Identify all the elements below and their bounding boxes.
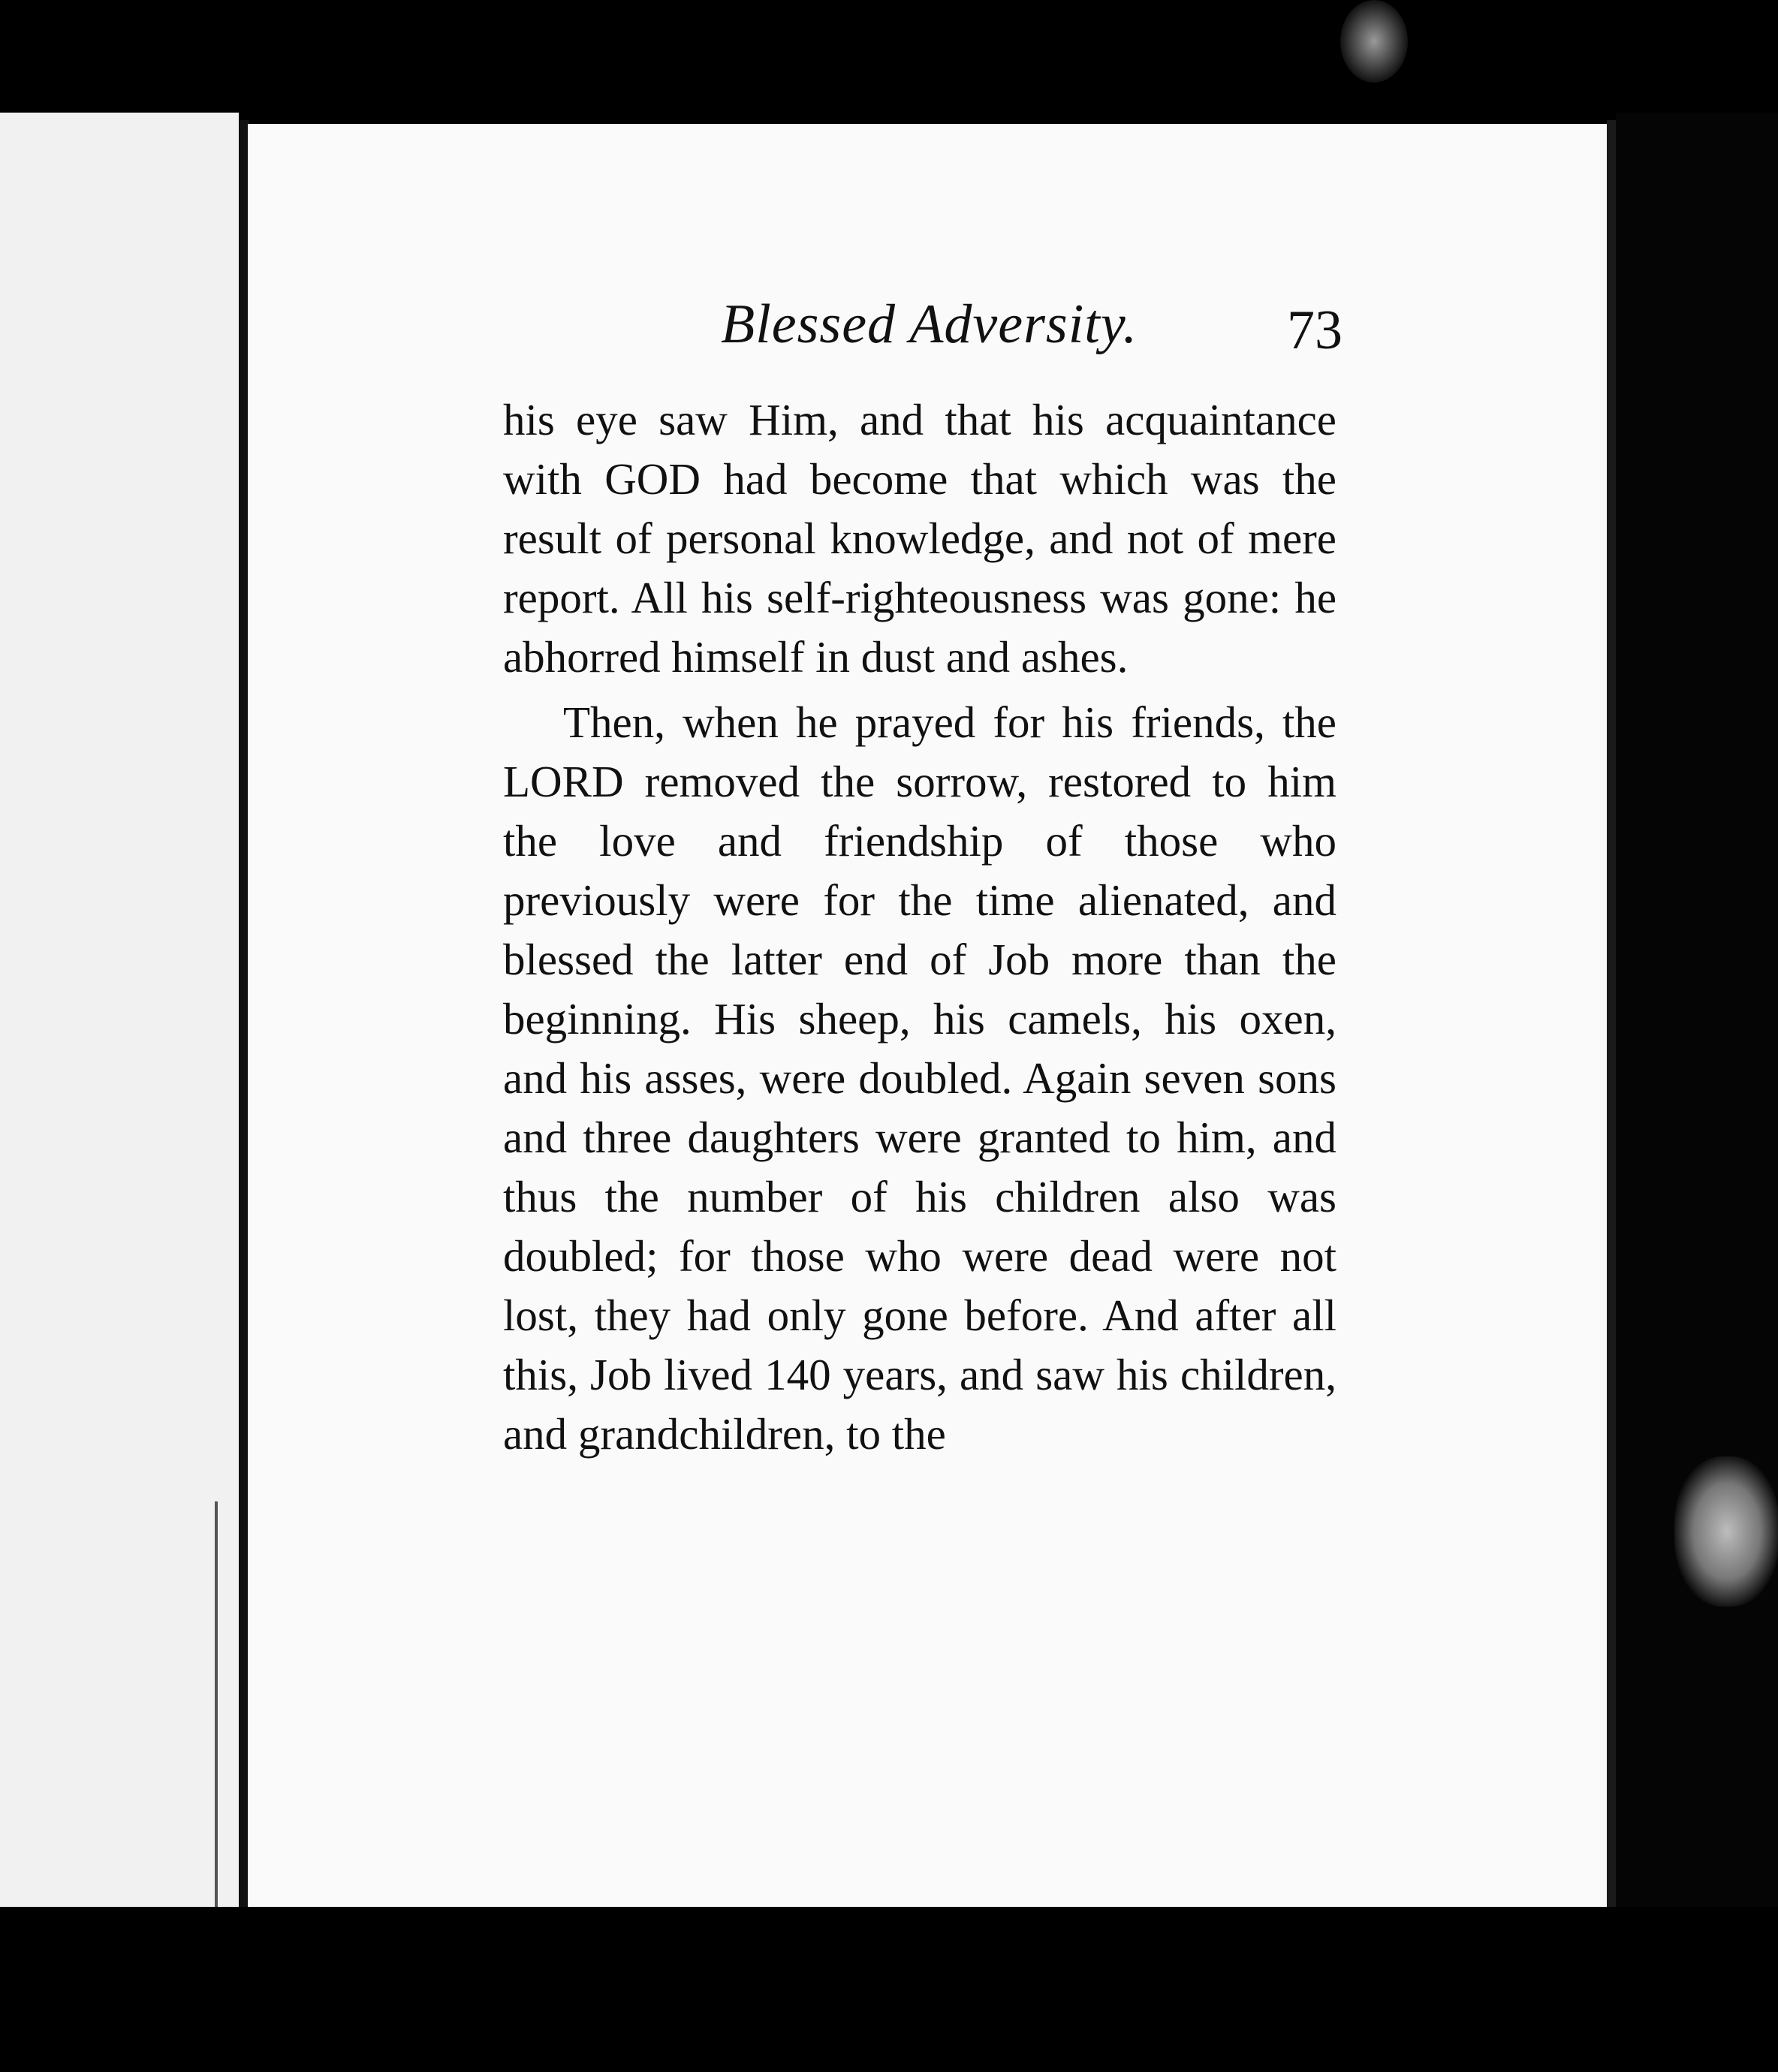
binding-thread — [215, 1501, 218, 1922]
page-header — [721, 293, 1343, 375]
scan-right-margin — [1616, 113, 1778, 1922]
page-body — [503, 390, 1337, 1464]
paragraph: his eye saw Him, and that his acquaintance with GOD had become that which was the result of personal knowledge, and not of mere report. All his self-righteousness was gone: he abhorred himself in dust and ashes. — [503, 395, 1337, 682]
scan-light-artifact — [1340, 0, 1408, 83]
page-number: 73 — [1287, 300, 1343, 361]
left-page — [0, 113, 239, 1914]
scan-top-margin — [0, 0, 1778, 120]
paragraph: Then, when he prayed for his friends, the LORD removed the sorrow, restored to him the love and friendship of those who previously were for the time alienated, and blessed the latter end of Job more than the beginning. His sheep, his camels, his oxen, and his asses, were doubled. Again seven sons and three daughters were granted to him, and thus the number of his children also was doubled; for those who were dead were not lost, they had only gone before. And after all this, Job lived 140 years, and saw his children, and grandchildren, to the — [503, 697, 1337, 1459]
running-title: Blessed Adversity. — [721, 294, 1138, 355]
page-edge — [1607, 120, 1616, 1922]
scan-smudge — [1674, 1456, 1778, 1607]
scan-bottom-margin — [0, 1907, 1778, 2072]
